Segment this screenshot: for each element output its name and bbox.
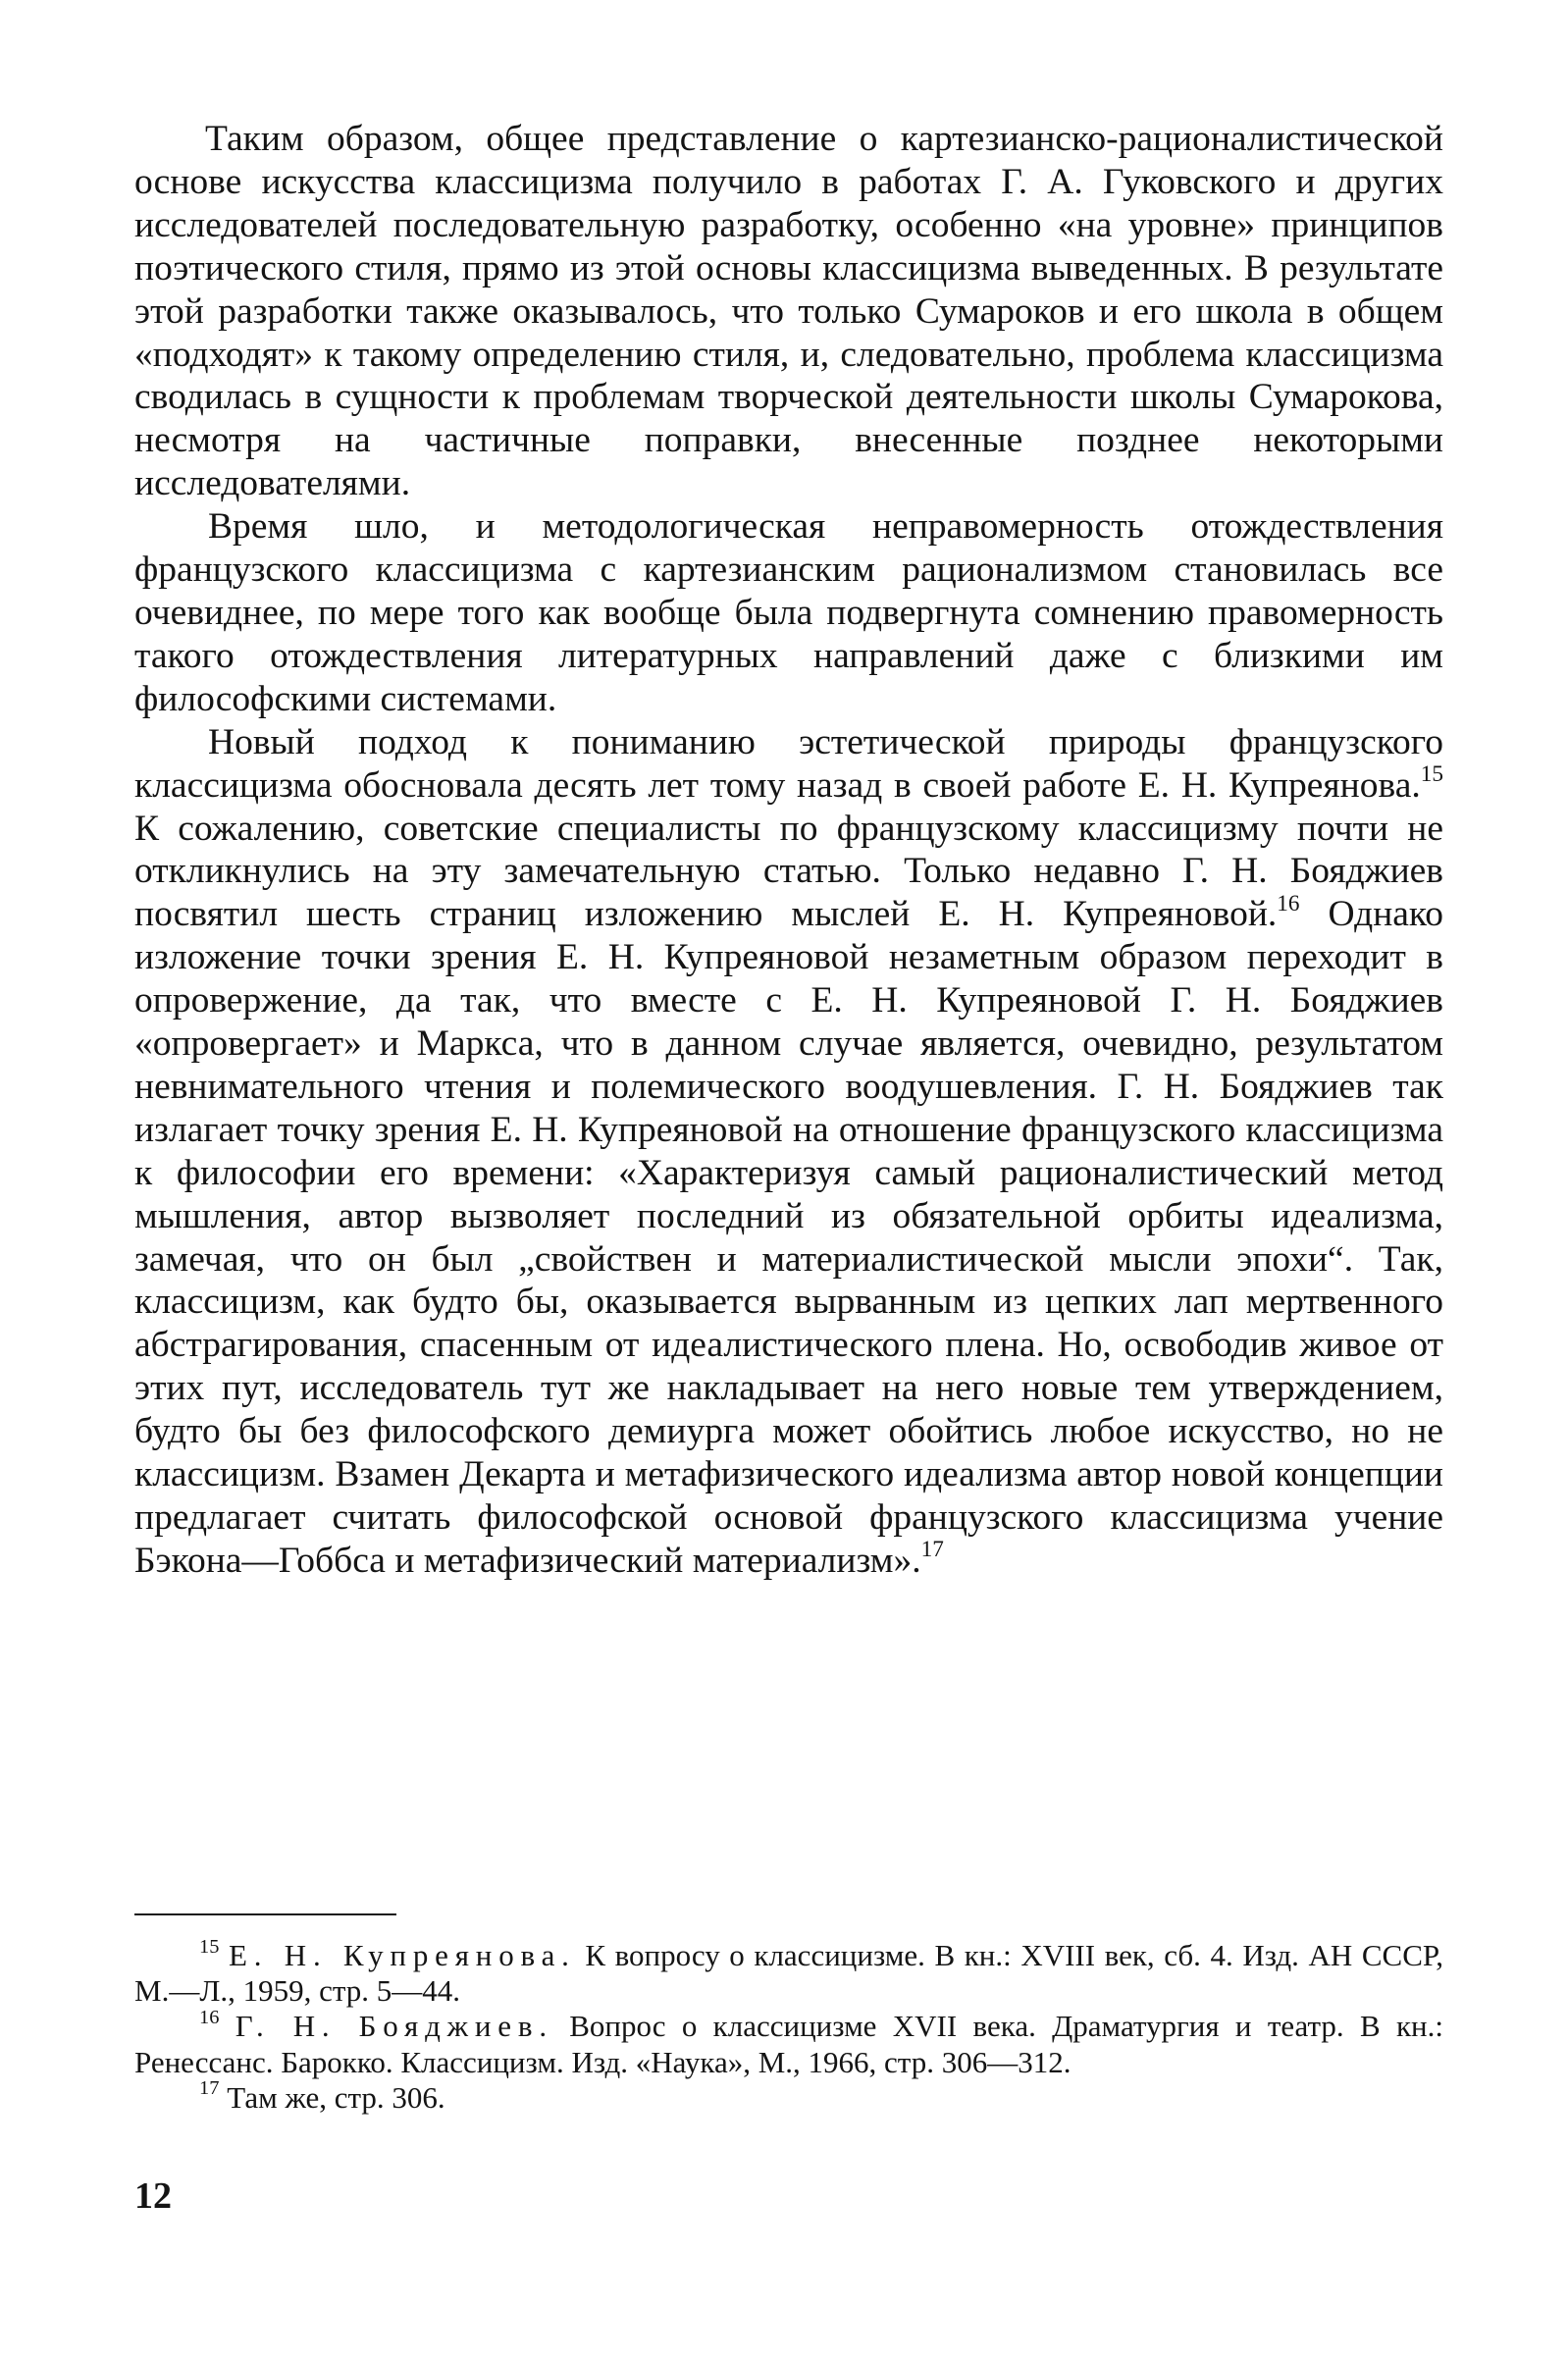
footnotes [134,1935,1444,2116]
paragraph-3-part-2: К сожалению, советские специалисты по французскому классицизму почти не откликнулись на эту замечательную статью. Только недавно Г. Н. Бояджиев посвятил шесть страниц изложению мыслей Е. Н. Купреяновой. [134,808,1443,935]
page-number: 12 [134,2175,172,2217]
paragraph-3 [134,721,1443,1583]
footnote-text: Там же, стр. 306. [219,2079,445,2115]
footnote-ref-15[interactable]: 15 [1420,760,1443,787]
main-text [134,118,1443,1583]
paragraph-2: Время шло, и методологическая неправомерность отождествления французского классицизма с картезианским рационализмом становилась все очевиднее, по мере того как вообще была подвергнута сомнению правомерность такого отождествления литературных направлений даже с близкими им философскими системами. [134,506,1443,719]
paragraph-3-part-1: Новый подход к пониманию эстетической природы французского классицизма обосновала десять лет тому назад в своей работе Е. Н. Купреянова. [134,721,1443,806]
footnote-author: Г. Н. Бояджиев. [235,2009,553,2044]
footnote-text: К вопросу о классицизме. В кн.: XVIII век, сб. 4. Изд. АН СССР, М.—Л., 1959, стр. 5—44. [134,1938,1444,2009]
footnote-number: 15 [199,1935,220,1958]
footnote-number: 17 [199,2077,220,2100]
footnote-number: 16 [199,2007,220,2029]
footnote-divider [134,1913,396,1915]
footnote-ref-16[interactable]: 16 [1277,890,1300,917]
paragraph-1: Таким образом, общее представление о картезианско-рационалистической основе искусства классицизма получило в работах Г. А. Гуковского и других исследователей последовательную разработку, особенно «на уровне» принципов поэтического стиля, прямо из этой основы классицизма выведенных. В результате этой разработки также оказывалось, что только Сумароков и его школа в общем «подходят» к такому определению стиля, и, следовательно, проблема классицизма сводилась в сущности к проблемам творческой деятельности школы Сумарокова, несмотря на частичные поправки, внесенные позднее некоторыми исследователями. [134,119,1443,504]
footnote-16 [134,2009,1443,2079]
footnote-text: Вопрос о классицизме XVII века. Драматургия и театр. В кн.: Ренессанс. Барокко. Классицизм. Изд. «Наука», М., 1966, стр. 306—312. [134,2009,1443,2079]
paragraph-3-part-3: Однако изложение точки зрения Е. Н. Купреяновой незаметным образом переходит в опровержение, да так, что вместе с Е. Н. Купреяновой Г. Н. Бояджиев «опровергает» и Маркса, что в данном случае является, очевидно, результатом невнимательного чтения и полемического воодушевления. Г. Н. Бояджиев так излагает точку зрения Е. Н. Купреяновой на отношение французского классицизма к философии его времени: «Характеризуя самый рационалистический метод мышления, автор вызволяет последний из обязательной орбиты идеализма, замечая, что он был „свойствен и материалистической мысли эпохи“. Так, классицизм, как будто бы, оказывается вырванным из цепких лап мертвенного абстрагирования, спасенным от идеалистического плена. Но, освободив живое от этих пут, исследователь тут же накладывает на него новые тем утверждением, будто бы без философского демиурга может обойтись любое искусство, но не классицизм. Взамен Декарта и метафизического идеализма автор новой концепции предлагает считать философской основой французского классицизма учение Бэкона—Гоббса и метафизический материализм». [134,894,1443,1581]
footnote-author: Е. Н. Купреянова. [229,1938,576,1972]
footnote-ref-17[interactable]: 17 [920,1537,944,1563]
footnote-17 [134,2077,1443,2116]
footnote-15 [134,1935,1444,2009]
